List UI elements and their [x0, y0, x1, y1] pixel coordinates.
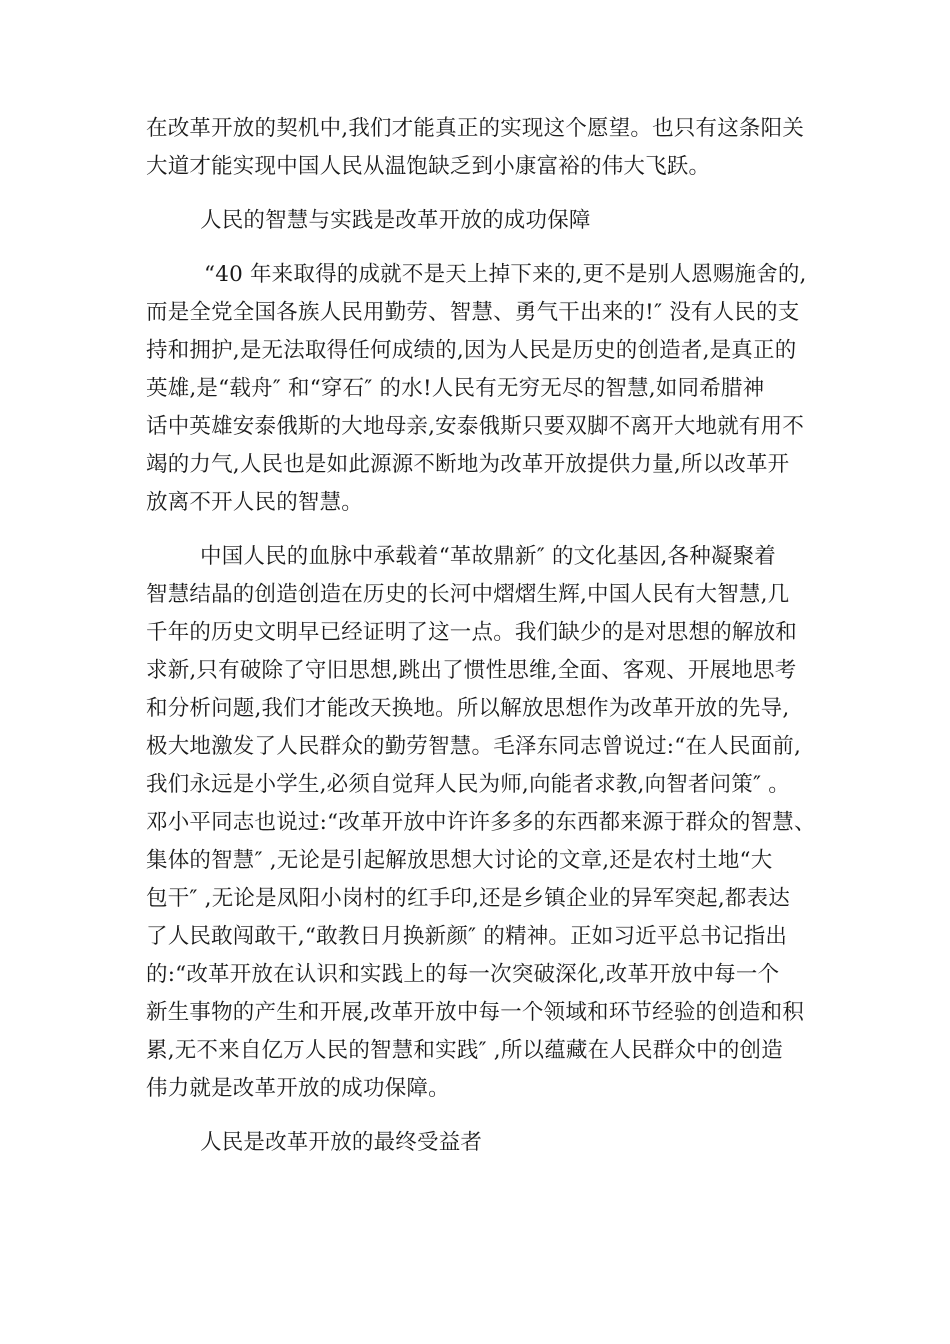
text-line: 我们永远是小学生,必须自觉拜人民为师,向能者求教,向智者问策″ 。: [146, 772, 790, 797]
text-line: 智慧结晶的创造创造在历史的长河中熠熠生辉,中国人民有大智慧,几: [146, 582, 790, 607]
text-line: 中国人民的血脉中承载着“革故鼎新″ 的文化基因,各种凝聚着: [200, 544, 776, 569]
text-line: “40 年来取得的成就不是天上掉下来的,更不是别人恩赐施舍的,: [204, 262, 807, 287]
text-line: 邓小平同志也说过:“改革开放中许许多多的东西都来源于群众的智慧、: [146, 810, 816, 835]
text-line: 千年的历史文明早已经证明了这一点。我们缺少的是对思想的解放和: [146, 620, 798, 645]
text-line: 的:“改革开放在认识和实践上的每一次突破深化,改革开放中每一个: [146, 962, 780, 987]
text-line: 话中英雄安泰俄斯的大地母亲,安泰俄斯只要双脚不离开大地就有用不: [146, 414, 805, 439]
text-line: 集体的智慧″ ,无论是引起解放思想大讨论的文章,还是农村土地“大: [146, 848, 773, 873]
text-line: 英雄,是“载舟″ 和“穿石″ 的水!人民有无穷无尽的智慧,如同希腊神: [146, 376, 765, 401]
text-line: 放离不开人民的智慧。: [146, 490, 364, 515]
text-line: 极大地激发了人民群众的勤劳智慧。毛泽东同志曾说过:“在人民面前,: [146, 734, 801, 759]
text-line: 了人民敢闯敢干,“敢教日月换新颜″ 的精神。正如习近平总书记指出: [146, 924, 788, 949]
section-heading: 人民是改革开放的最终受益者: [200, 1130, 483, 1155]
text-line: 竭的力气,人民也是如此源源不断地为改革开放提供力量,所以改革开: [146, 452, 790, 477]
text-line: 新生事物的产生和开展,改革开放中每一个领域和环节经验的创造和积: [146, 1000, 805, 1025]
section-heading: 人民的智慧与实践是改革开放的成功保障: [200, 208, 591, 233]
text-line: 累,无不来自亿万人民的智慧和实践″ ,所以蕴藏在人民群众中的创造: [146, 1038, 783, 1063]
text-line: 伟力就是改革开放的成功保障。: [146, 1076, 450, 1101]
text-line: 和分析问题,我们才能改天换地。所以解放思想作为改革开放的先导,: [146, 696, 790, 721]
text-line: 包干″ ,无论是凤阳小岗村的红手印,还是乡镇企业的异军突起,都表达: [146, 886, 790, 911]
text-line: 而是全党全国各族人民用勤劳、智慧、勇气干出来的!″ 没有人民的支: [146, 300, 800, 325]
text-line: 在改革开放的契机中,我们才能真正的实现这个愿望。也只有这条阳关: [146, 116, 805, 141]
text-line: 大道才能实现中国人民从温饱缺乏到小康富裕的伟大飞跃。: [146, 154, 711, 179]
text-line: 求新,只有破除了守旧思想,跳出了惯性思维,全面、客观、开展地思考: [146, 658, 797, 683]
text-line: 持和拥护,是无法取得任何成绩的,因为人民是历史的创造者,是真正的: [146, 338, 797, 363]
